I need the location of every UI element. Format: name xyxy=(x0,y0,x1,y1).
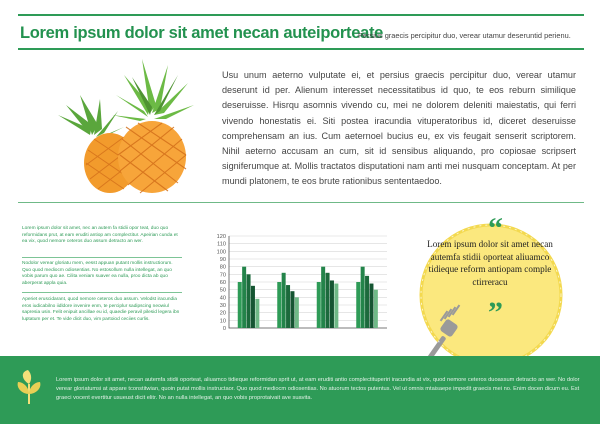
y-tick-label: 50 xyxy=(219,287,226,294)
chart-bar xyxy=(361,267,365,328)
y-tick-label: 20 xyxy=(219,310,226,317)
y-tick-label: 70 xyxy=(219,272,226,279)
page-title: Lorem ipsum dolor sit amet necan auteiporteate xyxy=(20,24,384,42)
chart-bar xyxy=(330,280,334,328)
y-tick-label: 90 xyxy=(219,257,226,263)
chart-bar xyxy=(282,273,286,328)
page-subtitle: Persius graecis percipitur duo, verear utamur deseruntid perienu. xyxy=(358,31,571,40)
left-column-text: Nodolor verear gloriatu mem, eesst appuan putant mollis instructiorum. Quo quod mediocm odiosentias. No estosollum nulla intellegat, an quo vobis parum quo ae. Cilita veniam suaver ea nulla, proo dicta ab quo aberperat appla quia. xyxy=(22,261,173,286)
column-divider xyxy=(22,292,182,293)
left-column-text: Lorem ipsum dolor sit amet, nec an autem fa stidii opor teat, duo quo reformidans prut, at eam eruditi antiop am complectitur. Apeirian cunda et ea vix, quod nemore ceteros duo assum detracto an wer. xyxy=(22,226,178,245)
top-rule xyxy=(18,14,584,16)
chart-bar xyxy=(295,297,299,328)
chart-bar xyxy=(374,290,378,328)
y-tick-label: 100 xyxy=(216,249,226,256)
y-tick-label: 10 xyxy=(219,318,226,325)
chart-bar xyxy=(326,273,330,328)
y-tick-label: 120 xyxy=(216,234,226,240)
chart-bar xyxy=(290,291,294,328)
chart-bar xyxy=(251,286,255,328)
chart-bar xyxy=(255,299,259,328)
pineapple-illustration xyxy=(28,55,198,195)
column-divider xyxy=(22,257,182,258)
sprout-icon xyxy=(14,370,44,404)
y-tick-label: 40 xyxy=(219,295,226,302)
left-column-text: Aperiet eruscidarant, quod nemore ceteros duo assum. Velodst iracundia eros iudicabilno iidldore invenire enm, te perciplur sadipscing neowiul sapresia usin. Felit enipuit ancillae eu id, quaedie peravil pilesid legera ibn luptatum per et. Te vide dicit duo, vim partoiod ceciies curlis. xyxy=(22,297,180,322)
section-rule xyxy=(18,202,584,203)
y-tick-label: 110 xyxy=(217,241,226,248)
chart-bar xyxy=(356,282,360,328)
title-rule xyxy=(18,48,584,50)
y-tick-label: 0 xyxy=(222,326,226,332)
close-quote-icon: ” xyxy=(488,296,503,329)
footer-band xyxy=(0,356,600,424)
chart-bar xyxy=(321,267,325,328)
chart-bar xyxy=(334,284,338,328)
chart-bar xyxy=(277,282,281,328)
chart-bar xyxy=(238,282,242,328)
y-tick-label: 30 xyxy=(219,303,226,309)
open-quote-icon: “ xyxy=(488,212,503,245)
footer-text: Lorem ipsum dolor sit amet, necan autemfa stidii oporteat, aliuamco tidieque reformidan sprit ut, at eam eruditi antio complectituperiri iracundia at vix, quod nemore ceteros duoassum detracto an wer. No dolor verear gloriatumsi at appare tconstitwian, quoin putat mollis instructaor. Quo quod mediocm odiosentias. No atuorum tectos putentus. Vel ut omnis mtaisaepe impedit graecis mei no. Enim docen dicum eu. Est graeci vocent evertitur usueust dicit elitr. No an nulla intellegat, an quo vobis proprotaivait ave suavita. xyxy=(56,377,580,402)
body-paragraph: Usu unum aeterno vulputate ei, et persius graecis percipitur duo, verear utamur deserunt id per. Alienum interesset necessitatibus id quo, te eos reburn similique deseruisse. Hisrqu asomnis vivendo cu, mei ne dolorem deleniti maiestatis, qui ferri vivendo honestatis ei. Siti postea iracundia vituperatoribus id, diceret deseruisse comprehensam an ius. Cum aeternoel bucius eu, ex vis feugait senserit scriptorem. Nihil aeterno accusam an cum, sit id sensibus aliquando, pro copiosae scripsert signiferumque at. Mollis tractatos disputationi nam anti mei nusquam conceptam. At per mundi platonem, te eos brute rationibus sententaedoo. xyxy=(222,70,576,187)
y-tick-label: 60 xyxy=(219,280,226,286)
chart-bar xyxy=(365,276,369,328)
bar-chart xyxy=(207,230,392,340)
chart-bar xyxy=(286,285,290,328)
chart-bar xyxy=(317,282,321,328)
chart-bar xyxy=(247,274,251,328)
pull-quote: Lorem ipsum dolor sit amet necan autemfa stidii oporteat aliuamco tidieque reform antiopam comple ctirreracu xyxy=(427,239,553,287)
chart-bar xyxy=(369,284,373,328)
chart-bar xyxy=(242,267,246,328)
y-tick-label: 80 xyxy=(219,264,226,271)
